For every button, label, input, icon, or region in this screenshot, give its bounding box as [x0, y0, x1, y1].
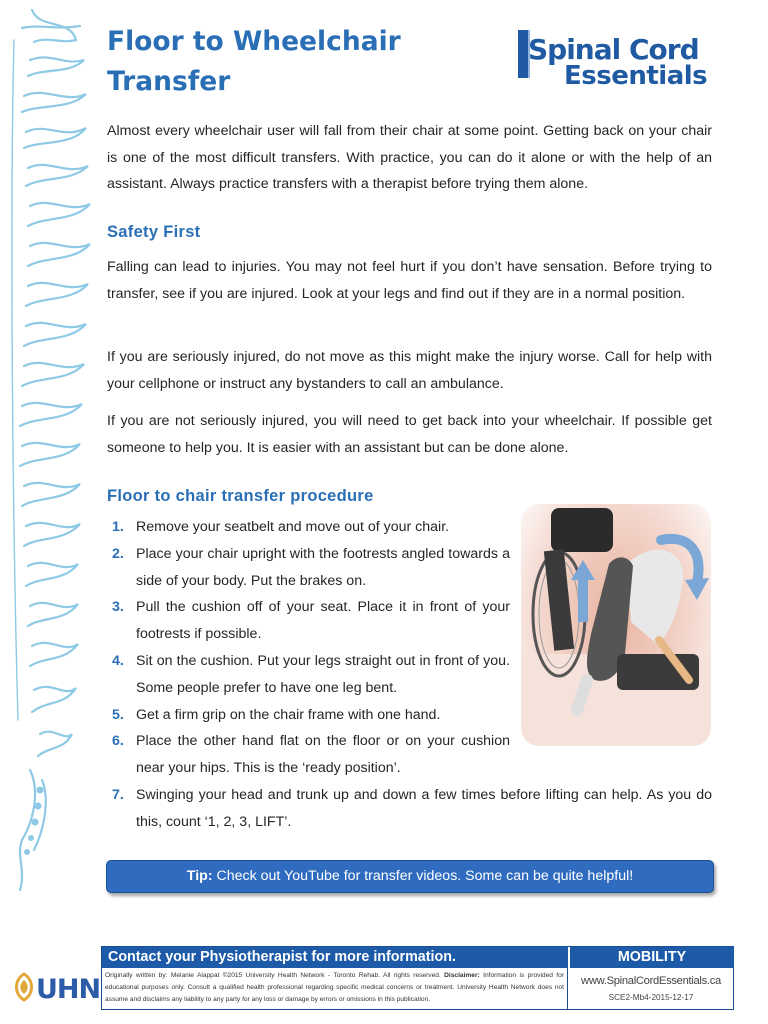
list-item: 7. Swinging your head and trunk up and down a few times before lifting can help. As you do this, count ‘1, 2, 3, LIFT’. — [112, 786, 712, 830]
contact-bar: Contact your Physiotherapist for more information. — [102, 947, 568, 968]
title-line-2: Transfer — [107, 66, 231, 97]
category-badge: MOBILITY — [569, 947, 734, 968]
document-code: SCE2-Mb4-2015-12-17 — [608, 993, 694, 1002]
list-item: 3. Pull the cushion off of your seat. Place it in front of your footrests if possible. — [112, 599, 510, 643]
spinal-cord-essentials-logo — [518, 30, 718, 92]
uhn-logo — [12, 972, 101, 1008]
transfer-photo — [521, 504, 711, 746]
list-item: 6. Place the other hand flat on the floor or on your cushion near your hips. This is the ‘ready position’. — [112, 733, 510, 777]
safety-paragraph: Falling can lead to injuries. You may not feel hurt if you don’t have sensation. Before trying to transfer, see if you are injured. Look at your legs and find out if they are in a normal position. — [107, 259, 712, 302]
page-title — [107, 22, 487, 102]
footer-box — [101, 946, 734, 1010]
transfer-illustration — [521, 504, 711, 746]
list-item: 1. Remove your seatbelt and move out of your chair. — [112, 519, 450, 535]
tip-label: Tip: — [186, 868, 213, 884]
tip-banner — [106, 860, 714, 893]
safety-paragraph: If you are not seriously injured, you will need to get back into your wheelchair. If possible get someone to help you. It is easier with an assistant but can be done alone. — [107, 413, 712, 456]
website-link[interactable]: www.SpinalCordEssentials.ca — [581, 975, 721, 987]
title-line-1: Floor to Wheelchair — [107, 26, 401, 57]
procedure-heading: Floor to chair transfer procedure — [107, 487, 374, 505]
uhn-logo-text: UHN — [36, 974, 101, 1005]
spine-decoration — [0, 0, 96, 900]
tip-text: Check out YouTube for transfer videos. Some can be quite helpful! — [212, 868, 634, 884]
list-item: 5. Get a firm grip on the chair frame with one hand. — [112, 706, 441, 723]
list-item: 4. Sit on the cushion. Put your legs straight out in front of you. Some people prefer to have one leg bent. — [112, 652, 510, 696]
logo-line-2: Essentials — [564, 61, 708, 91]
intro-paragraph: Almost every wheelchair user will fall from their chair at some point. Getting back on your chair is one of the most difficult transfers. With practice, you can do it alone or with the help of an assistant. Always practice transfers with a therapist before trying them alone. — [107, 123, 712, 193]
uhn-emblem-icon — [12, 972, 36, 1002]
disclaimer: Originally written by: Melanie Alappat ©2015 University Health Network - Toronto Rehab. All rights reserved. Disclaimer: Information is provided for educational purposes only. Consult a qualified health professional regarding specific medical concerns or treatment. University Health Network does not assume and disclaims any liability to any party for any loss or damage by errors or omissions in this publication. — [102, 968, 568, 1009]
safety-heading: Safety First — [107, 223, 201, 241]
list-item: 2. Place your chair upright with the footrests angled towards a side of your body. Put the brakes on. — [112, 545, 510, 589]
safety-paragraph: If you are seriously injured, do not move as this might make the injury worse. Call for help with your cellphone or instruct any bystanders to call an ambulance. — [107, 349, 712, 392]
logo-line-1: Spinal Cord — [528, 33, 699, 66]
